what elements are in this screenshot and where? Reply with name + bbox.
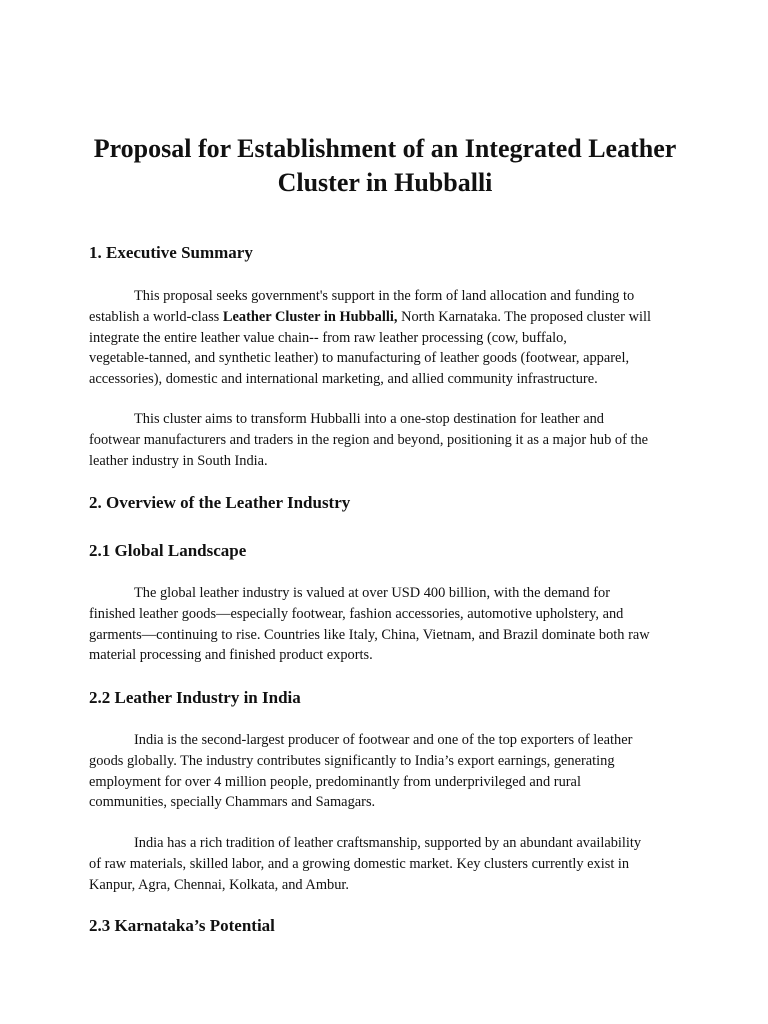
- text-line: of raw materials, skilled labor, and a growing domestic market. Key clusters currently exist in: [89, 855, 630, 872]
- text-line: employment for over 4 million people, predominantly from underprivileged and rural: [89, 773, 581, 790]
- text-line: This proposal seeks government's support in the form of land allocation and funding to: [134, 288, 635, 304]
- text-line: India is the second-largest producer of footwear and one of the top exporters of leather: [134, 732, 633, 748]
- text-line: establish a world-class Leather Cluster in Hubballi, North Karnataka. The proposed cluster will: [89, 308, 651, 325]
- heading-global-landscape: 2.1 Global Landscape: [89, 541, 247, 560]
- heading-leather-india: 2.2 Leather Industry in India: [89, 688, 301, 707]
- text-line: communities, specially Chammars and Samagars.: [89, 794, 376, 811]
- title-line: Proposal for Establishment of an Integrated Leather: [93, 134, 677, 163]
- text-line: India has a rich tradition of leather craftsmanship, supported by an abundant availability: [134, 835, 642, 851]
- bold-text: Leather Cluster in Hubballi,: [222, 308, 398, 325]
- paragraph-india-1: [89, 730, 681, 813]
- heading-overview: 2. Overview of the Leather Industry: [89, 493, 351, 512]
- text-line: accessories), domestic and international marketing, and allied community infrastructure.: [89, 371, 598, 388]
- text-line: Kanpur, Agra, Chennai, Kolkata, and Ambur.: [89, 876, 349, 893]
- text-line: vegetable-tanned, and synthetic leather) to manufacturing of leather goods (footwear, apparel,: [89, 350, 630, 367]
- paragraph-global-landscape: [89, 583, 681, 666]
- heading-executive-summary: 1. Executive Summary: [89, 243, 253, 262]
- text-line: material processing and finished product exports.: [89, 647, 373, 664]
- text-line: integrate the entire leather value chain-- from raw leather processing (cow, buffalo,: [89, 329, 567, 346]
- text-line: goods globally. The industry contributes significantly to India’s export earnings, generating: [89, 752, 615, 769]
- text-line: footwear manufacturers and traders in the region and beyond, positioning it as a major hub of the: [89, 431, 649, 448]
- paragraph-india-2: [89, 833, 681, 895]
- text-line: leather industry in South India.: [89, 452, 268, 469]
- text-line: The global leather industry is valued at over USD 400 billion, with the demand for: [134, 585, 610, 601]
- paragraph-executive-summary-2: [89, 409, 681, 471]
- text-line: This cluster aims to transform Hubballi into a one-stop destination for leather and: [134, 411, 604, 427]
- text-line: finished leather goods—especially footwear, fashion accessories, automotive upholstery, and: [89, 605, 624, 622]
- text-line: garments—continuing to rise. Countries like Italy, China, Vietnam, and Brazil dominate both raw: [89, 626, 650, 643]
- paragraph-executive-summary-1: [89, 286, 681, 390]
- heading-karnataka-potential: 2.3 Karnataka’s Potential: [89, 916, 275, 935]
- title-line: Cluster in Hubballi: [277, 168, 493, 197]
- document-title: [89, 132, 681, 200]
